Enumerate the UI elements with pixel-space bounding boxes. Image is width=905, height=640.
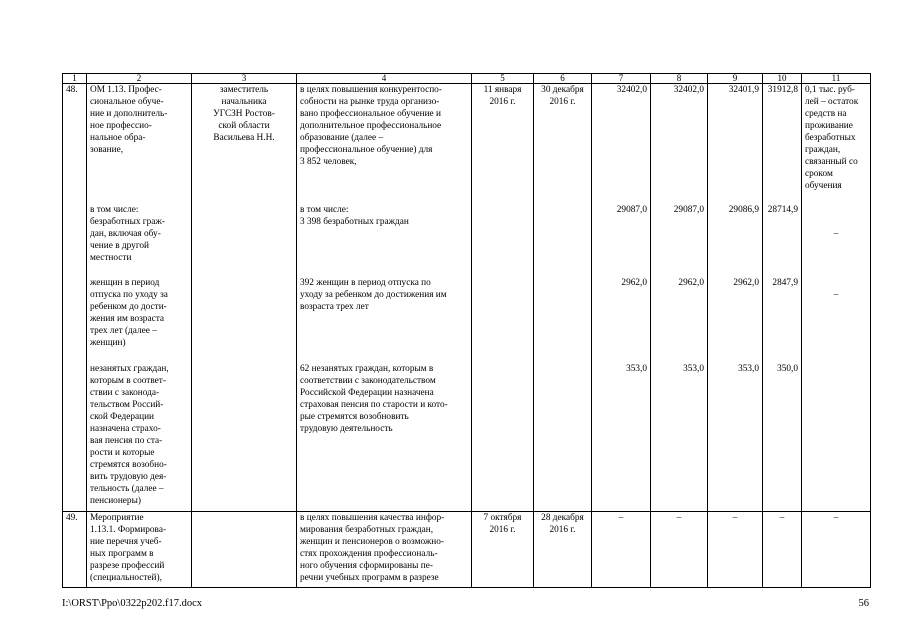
table-row-48-pensioners [63, 363, 871, 512]
table-row-49 [63, 512, 871, 588]
page-number: 56 [858, 598, 869, 609]
value-col10: 31912,8 [763, 84, 802, 204]
col-header-5: 5 [472, 74, 534, 84]
value-col7: 353,0 [592, 363, 651, 512]
col-header-2: 2 [87, 74, 192, 84]
col-header-8: 8 [651, 74, 708, 84]
value-col9: – [708, 512, 763, 588]
value-col8: 353,0 [651, 363, 708, 512]
col-header-10: 10 [763, 74, 802, 84]
event-name: незанятых граждан, которым в соответ- ствии с законода- тельством Россий- ской Федерации назначена страхо- вая пенсия по ста- рости и которые стремятся возобно- вить трудовую дея- тельность (далее – пенсионеры) [87, 363, 192, 512]
footer-file-path: I:\ORST\Ppo\0322p202.f17.docx [62, 598, 203, 609]
value-col9: 32401,9 [708, 84, 763, 204]
value-col8: 2962,0 [651, 277, 708, 363]
result: в целях повышения конкурентоспо- собности на рынке труда организо- вано профессиональное обучение и дополнительное профессиональное образование (далее – профессиональное обучение) для 3 852 человек, [297, 84, 472, 204]
executor: заместитель начальника УГСЗН Ростов- ской области Васильева Н.Н. [192, 84, 297, 204]
note [802, 277, 871, 363]
note-dash: – [833, 289, 839, 300]
start-date: 7 октября 2016 г. [472, 512, 534, 588]
note: – [802, 512, 871, 588]
col-header-6: 6 [534, 74, 592, 84]
col-header-7: 7 [592, 74, 651, 84]
value-col9: 2962,0 [708, 277, 763, 363]
result: 62 незанятых граждан, которым в соответствии с законодательством Российской Федерации назначена страховая пенсия по старости и кото- рые стремятся возобновить трудовую деятельность [297, 363, 472, 512]
col-header-1: 1 [63, 74, 87, 84]
value-col9: 353,0 [708, 363, 763, 512]
value-col7: 2962,0 [592, 277, 651, 363]
value-col10: 350,0 [763, 363, 802, 512]
value-col10: 2847,9 [763, 277, 802, 363]
value-col8: – [651, 512, 708, 588]
col-header-4: 4 [297, 74, 472, 84]
value-col10: – [763, 512, 802, 588]
table-row-48-unemployed [63, 204, 871, 277]
result: 392 женщин в период отпуска по уходу за ребенком до достижения им возраста трех лет [297, 277, 472, 363]
column-number-row [63, 74, 871, 84]
result: в целях повышения качества инфор- мирования безработных граждан, женщин и пенсионеров о возможно- стях прохождения профессиональ- ного обучения сформированы пе- речни учебных программ в разрезе [297, 512, 472, 588]
col-header-11: 11 [802, 74, 871, 84]
event-name: женщин в период отпуска по уходу за ребенком до дости- жения им возраста трех лет (далее – женщин) [87, 277, 192, 363]
event-name: Мероприятие 1.13.1. Формирова- ние перечня учеб- ных программ в разрезе профессий (специальностей), [87, 512, 192, 588]
note-dash: – [833, 228, 839, 239]
end-date: 28 декабря 2016 г. [534, 512, 592, 588]
result: в том числе: 3 398 безработных граждан [297, 204, 472, 277]
value-col8: 32402,0 [651, 84, 708, 204]
row-number: 49. [63, 512, 87, 588]
value-col7: 29087,0 [592, 204, 651, 277]
value-col8: 29087,0 [651, 204, 708, 277]
event-name: в том числе: безработных граж- дан, включая обу- чение в другой местности [87, 204, 192, 277]
row-number: 48. [63, 84, 87, 204]
note: 0,1 тыс. руб- лей – остаток средств на проживание безработных граждан, связанный со сроком обучения [802, 84, 871, 204]
table-row-48-women [63, 277, 871, 363]
report-table [62, 73, 871, 588]
start-date: 11 января 2016 г. [472, 84, 534, 204]
table-row-48 [63, 84, 871, 204]
value-col9: 29086,9 [708, 204, 763, 277]
value-col10: 28714,9 [763, 204, 802, 277]
end-date: 30 декабря 2016 г. [534, 84, 592, 204]
event-name: ОМ 1.13. Профес- сиональное обуче- ние и дополнитель- ное профессио- нальное обра- зование, [87, 84, 192, 204]
col-header-3: 3 [192, 74, 297, 84]
col-header-9: 9 [708, 74, 763, 84]
value-col7: – [592, 512, 651, 588]
note [802, 204, 871, 277]
value-col7: 32402,0 [592, 84, 651, 204]
